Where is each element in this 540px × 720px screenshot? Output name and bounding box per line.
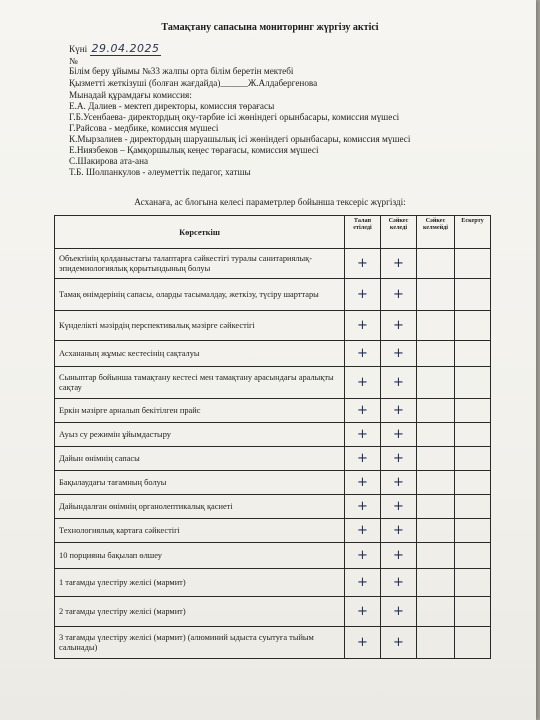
note-cell [455, 367, 491, 399]
table-row [55, 341, 491, 367]
note-cell [455, 627, 491, 659]
required-cell: + [345, 341, 381, 367]
required-cell: + [345, 249, 381, 279]
criterion-cell: Объектінің қолданыстағы талаптарға сәйкестігі туралы санитариялық-эпидемиологиялық қорытындының болуы [55, 249, 345, 279]
matches-cell: + [381, 569, 417, 597]
note-cell [455, 597, 491, 627]
not-matches-cell [417, 249, 455, 279]
not-matches-cell [417, 569, 455, 597]
criterion-cell: 3 тағамды үлестіру желісі (мармит) (алюминий ыдыста суытуға тыйым салынады) [55, 627, 345, 659]
criterion-cell: Дайын өнімнің сапасы [55, 447, 345, 471]
criterion-cell: Күнделікті мәзірдің перспективалық мәзірге сәйкестігі [55, 311, 345, 341]
intro-text: Асханаға, ас блогына келесі параметрлер бойынша тексеріс жүргізді: [134, 197, 406, 207]
required-cell: + [345, 597, 381, 627]
not-matches-cell [417, 311, 455, 341]
matches-cell: + [381, 495, 417, 519]
required-cell: + [345, 519, 381, 543]
criterion-cell: 1 тағамды үлестіру желісі (мармит) [55, 569, 345, 597]
criterion-cell: Технологиялық картаға сәйкестігі [55, 519, 345, 543]
table-row [55, 627, 491, 659]
required-cell: + [345, 447, 381, 471]
not-matches-cell [417, 597, 455, 627]
matches-cell: + [381, 447, 417, 471]
note-cell [455, 311, 491, 341]
criterion-cell: Бақылаудағы тағамның болуы [55, 471, 345, 495]
note-cell [455, 423, 491, 447]
note-cell [455, 569, 491, 597]
commission-title: Мынадай құрамдағы комиссия: [69, 90, 192, 100]
table-row [55, 249, 491, 279]
header-required: Талап етіледі [345, 216, 381, 249]
date-label: Күні [69, 44, 88, 54]
table-row [55, 471, 491, 495]
not-matches-cell [417, 423, 455, 447]
number-label: № [69, 56, 78, 66]
header-not-matches: Сәйкес келмейді [417, 216, 455, 249]
table-row [55, 423, 491, 447]
matches-cell: + [381, 627, 417, 659]
member-1: Е.А. Далиев - мектеп директоры, комиссия төрағасы [69, 101, 275, 111]
member-5: Е.Ниязбеков – Қамқоршылық кеңес төрағасы, комиссия мүшесі [69, 145, 319, 155]
criterion-cell: Асхананың жұмыс кестесінің сақталуы [55, 341, 345, 367]
matches-cell: + [381, 471, 417, 495]
date-value: 29.04.2025 [91, 42, 160, 55]
matches-cell: + [381, 311, 417, 341]
required-cell: + [345, 627, 381, 659]
member-4: К.Мырзалиев - директордың шаруашылық ісі жөніндегі орынбасары, комиссия мүшесі [69, 134, 411, 144]
matches-cell: + [381, 279, 417, 311]
table-row [55, 569, 491, 597]
matches-cell: + [381, 543, 417, 569]
required-cell: + [345, 367, 381, 399]
required-cell: + [345, 311, 381, 341]
member-2: Г.Б.Усенбаева- директордың оқу-тәрбие ісі жөніндегі орынбасары, комиссия мүшесі [69, 112, 400, 122]
required-cell: + [345, 423, 381, 447]
not-matches-cell [417, 399, 455, 423]
matches-cell: + [381, 341, 417, 367]
matches-cell: + [381, 367, 417, 399]
table-row [55, 597, 491, 627]
note-cell [455, 447, 491, 471]
table-row [55, 399, 491, 423]
not-matches-cell [417, 543, 455, 569]
required-cell: + [345, 471, 381, 495]
required-cell: + [345, 543, 381, 569]
document-title: Тамақтану сапасына мониторинг жүргізу актісі [161, 22, 379, 33]
member-6: С.Шакирова ата-ана [69, 156, 149, 166]
criterion-cell: Сыныптар бойынша тамақтану кестесі мен тамақтану арасындағы аралықты сақтау [55, 367, 345, 399]
required-cell: + [345, 495, 381, 519]
not-matches-cell [417, 495, 455, 519]
member-7: Т.Б. Шолпанкулов - әлеуметтік педагог, хатшы [69, 167, 251, 177]
note-cell [455, 249, 491, 279]
required-cell: + [345, 279, 381, 311]
matches-cell: + [381, 399, 417, 423]
not-matches-cell [417, 341, 455, 367]
matches-cell: + [381, 597, 417, 627]
criterion-cell: 2 тағамды үлестіру желісі (мармит) [55, 597, 345, 627]
header-criterion: Көрсеткіш [55, 216, 345, 249]
number-line [69, 56, 78, 66]
table-row [55, 279, 491, 311]
table-row [55, 519, 491, 543]
not-matches-cell [417, 279, 455, 311]
not-matches-cell [417, 367, 455, 399]
matches-cell: + [381, 249, 417, 279]
criterion-cell: 10 порцияны бақылап өлшеу [55, 543, 345, 569]
table-row [55, 447, 491, 471]
date-line [69, 42, 161, 55]
header-matches: Сәйкес келеді [381, 216, 417, 249]
note-cell [455, 341, 491, 367]
criterion-cell: Тамақ өнімдерінің сапасы, оларды тасымалдау, жеткізу, түсіру шарттары [55, 279, 345, 311]
not-matches-cell [417, 447, 455, 471]
not-matches-cell [417, 471, 455, 495]
required-cell: + [345, 569, 381, 597]
table-row [55, 495, 491, 519]
table-row [55, 311, 491, 341]
not-matches-cell [417, 519, 455, 543]
table-header-row [55, 216, 491, 249]
provider-line: Қызметті жеткізуші (болған жағдайда)______Ж.Алдабергенова [69, 78, 318, 88]
table-row [55, 543, 491, 569]
monitoring-table [54, 215, 491, 659]
school-line: Білім беру ұйымы №33 жалпы орта білім беретін мектебі [69, 66, 294, 76]
criterion-cell: Дайындалған өнімнің органолептикалық қасиеті [55, 495, 345, 519]
matches-cell: + [381, 519, 417, 543]
criterion-cell: Ауыз су режимін ұйымдастыру [55, 423, 345, 447]
note-cell [455, 495, 491, 519]
table-row [55, 367, 491, 399]
not-matches-cell [417, 627, 455, 659]
criterion-cell: Еркін мәзірге арналып бекітілген прайс [55, 399, 345, 423]
note-cell [455, 543, 491, 569]
required-cell: + [345, 399, 381, 423]
note-cell [455, 279, 491, 311]
note-cell [455, 471, 491, 495]
note-cell [455, 519, 491, 543]
matches-cell: + [381, 423, 417, 447]
note-cell [455, 399, 491, 423]
member-3: Г.Райсова - медбике, комиссия мүшесі [69, 123, 219, 133]
header-note: Ескерту [455, 216, 491, 249]
